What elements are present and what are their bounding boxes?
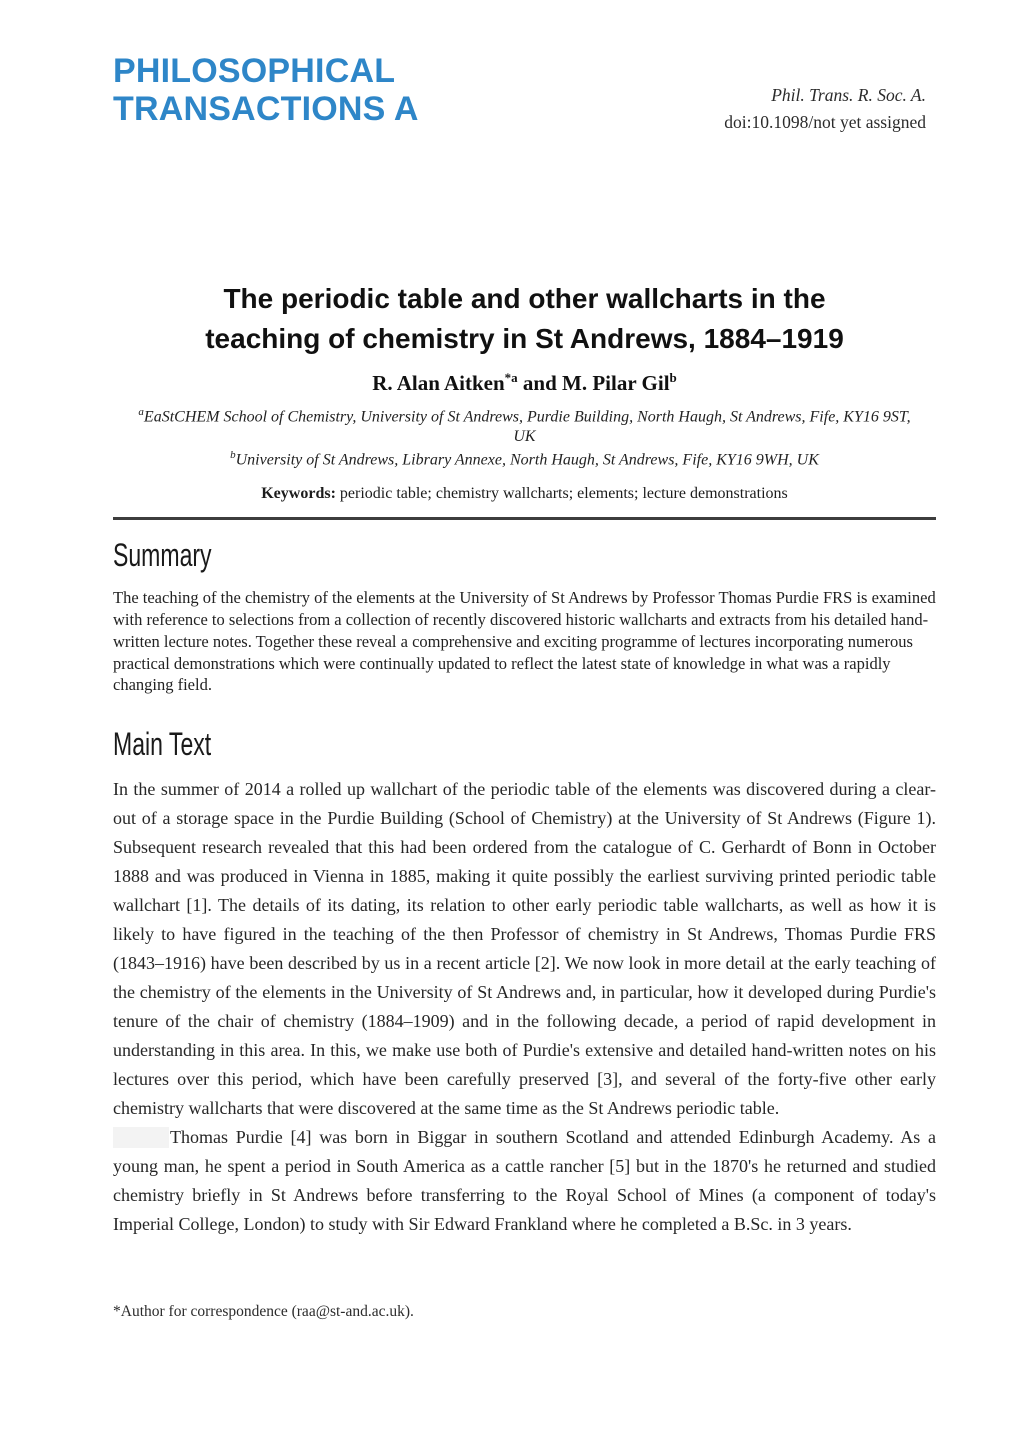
correspondence-footnote: *Author for correspondence (raa@st-and.ac.uk).: [113, 1303, 414, 1320]
author-2: M. Pilar Gil: [562, 371, 670, 395]
keywords-text: periodic table; chemistry wallcharts; elements; lecture demonstrations: [339, 485, 788, 503]
header-separator-rule: [113, 517, 936, 520]
keywords-line: [113, 485, 936, 503]
journal-citation: Phil. Trans. R. Soc. A.: [771, 85, 926, 105]
article-title-line2: teaching of chemistry in St Andrews, 1884–1919: [205, 323, 844, 354]
affiliation-b-superscript: b: [230, 449, 236, 462]
author-connector: and: [517, 371, 563, 395]
author-1-superscript: *a: [504, 370, 518, 385]
affiliation-a-text: EaStCHEM School of Chemistry, University of St Andrews, Purdie Building, North Haugh, St Andrews, Fife, KY16 9ST, UK: [143, 408, 911, 445]
affiliation-a: [137, 403, 912, 446]
keywords-label: Keywords:: [261, 485, 336, 503]
main-text-paragraph-2-text: Thomas Purdie [4] was born in Biggar in southern Scotland and attended Edinburgh Academy. As a young man, he spent a period in South America as a cattle rancher [5] but in the 1870's he returned and studied chemistry briefly in St Andrews before transferring to the Royal School of Mines (a component of today's Imperial College, London) to study with Sir Edward Frankland where he completed a B.Sc. in 3 years.: [113, 1127, 936, 1235]
journal-doi: doi:10.1098/not yet assigned: [724, 112, 926, 132]
affiliation-b: [137, 446, 912, 470]
affiliation-b-text: University of St Andrews, Library Annexe, North Haugh, St Andrews, Fife, KY16 9WH, UK: [235, 451, 819, 469]
author-2-superscript: b: [669, 370, 677, 385]
journal-logo-line2: TRANSACTIONS A: [113, 90, 419, 128]
summary-heading: Summary: [113, 537, 212, 574]
article-title: [113, 279, 936, 359]
affiliations: [113, 403, 936, 470]
article-title-line1: The periodic table and other wallcharts in the: [223, 283, 826, 314]
main-text-paragraph-2: [113, 1123, 936, 1239]
affiliation-a-superscript: a: [138, 406, 144, 418]
summary-paragraph: The teaching of the chemistry of the elements at the University of St Andrews by Professor Thomas Purdie FRS is examined with reference to selections from a collection of recently discovered historic wallcharts and extracts from his detailed hand-written lecture notes. Together these reveal a comprehensive and exciting programme of lectures incorporating numerous practical demonstrations which were continually updated to reflect the latest state of knowledge in what was a rapidly changing field.: [113, 588, 936, 695]
paragraph-indent-highlight: [113, 1127, 169, 1148]
author-1: R. Alan Aitken: [372, 371, 505, 395]
content-column: [113, 0, 936, 1239]
main-text-paragraph-1: In the summer of 2014 a rolled up wallchart of the periodic table of the elements was discovered during a clear-out of a storage space in the Purdie Building (School of Chemistry) at the University of St Andrews (Figure 1). Subsequent research revealed that this had been ordered from the catalogue of C. Gerhardt of Bonn in October 1888 and was produced in Vienna in 1885, making it quite possibly the earliest surviving printed periodic table wallchart [1]. The details of its dating, its relation to other early periodic table wallcharts, as well as how it is likely to have figured in the teaching of the then Professor of chemistry in St Andrews, Thomas Purdie FRS (1843–1916) have been described by us in a recent article [2]. We now look in more detail at the early teaching of the chemistry of the elements in the University of St Andrews and, in particular, how it developed during Purdie's tenure of the chair of chemistry (1884–1909) and in the following decade, a period of rapid development in understanding in this area. In this, we make use both of Purdie's extensive and detailed hand-written notes on his lectures over this period, which have been carefully preserved [3], and several of the forty-five other early chemistry wallcharts that were discovered at the same time as the St Andrews periodic table.: [113, 779, 936, 1119]
journal-logo-line1: PHILOSOPHICAL: [113, 52, 396, 90]
author-line: [113, 370, 936, 396]
main-text-heading: Main Text: [113, 726, 212, 763]
